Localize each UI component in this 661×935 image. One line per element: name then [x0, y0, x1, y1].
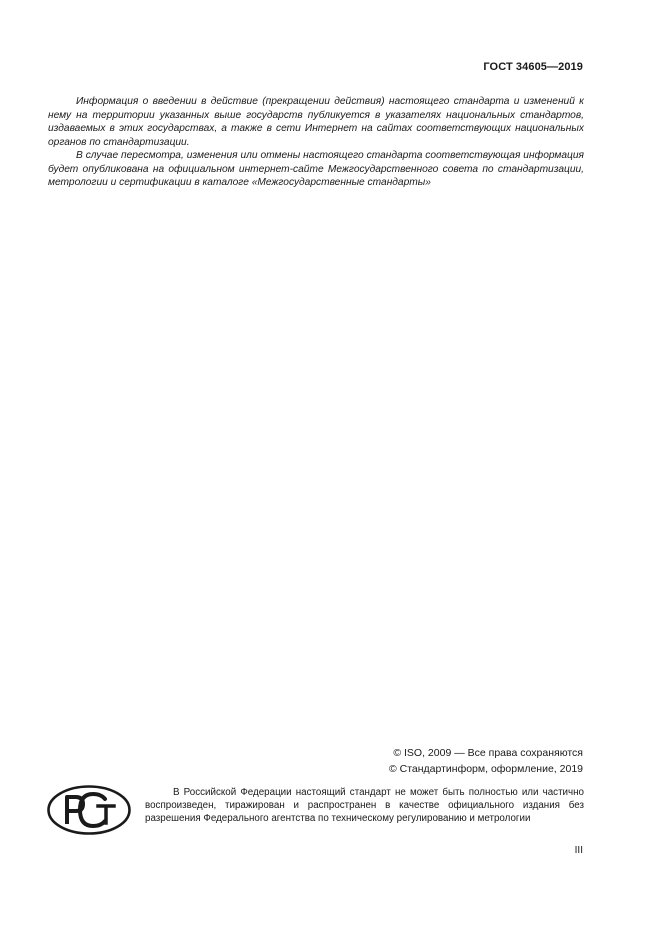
intro-section: [48, 95, 584, 190]
gost-r-certification-mark-icon: [47, 785, 131, 835]
copyright-iso: © ISO, 2009 — Все права сохраняются: [393, 747, 583, 759]
reproduction-notice-text: В Российской Федерации настоящий стандарт не может быть полностью или частично воспроизведен, тиражирован и распространен в качестве официального издания без разрешения Федерального агентства по техническому регулированию и метрологии: [145, 787, 584, 824]
reproduction-notice: [145, 786, 584, 825]
intro-paragraph-revision: В случае пересмотра, изменения или отмены настоящего стандарта соответствующая информация будет опубликована на официальном интернет-сайте Межгосударственного совета по стандартизации, метрологии и сертификации в каталоге «Межгосударственные стандарты»: [48, 150, 584, 188]
standard-code: ГОСТ 34605—2019: [483, 61, 583, 73]
page-number: III: [574, 845, 583, 856]
intro-paragraph-publication: Информация о введении в действие (прекращении действия) настоящего стандарта и изменений к нему на территории указанных выше государств публикуется в указателях национальных стандартов, издаваемых в этих государствах, а также в сети Интернет на сайтах соответствующих национальных органов по стандартизации.: [48, 96, 584, 148]
copyright-standartinform: © Стандартинформ, оформление, 2019: [388, 763, 583, 775]
copyright-block: [389, 745, 583, 777]
